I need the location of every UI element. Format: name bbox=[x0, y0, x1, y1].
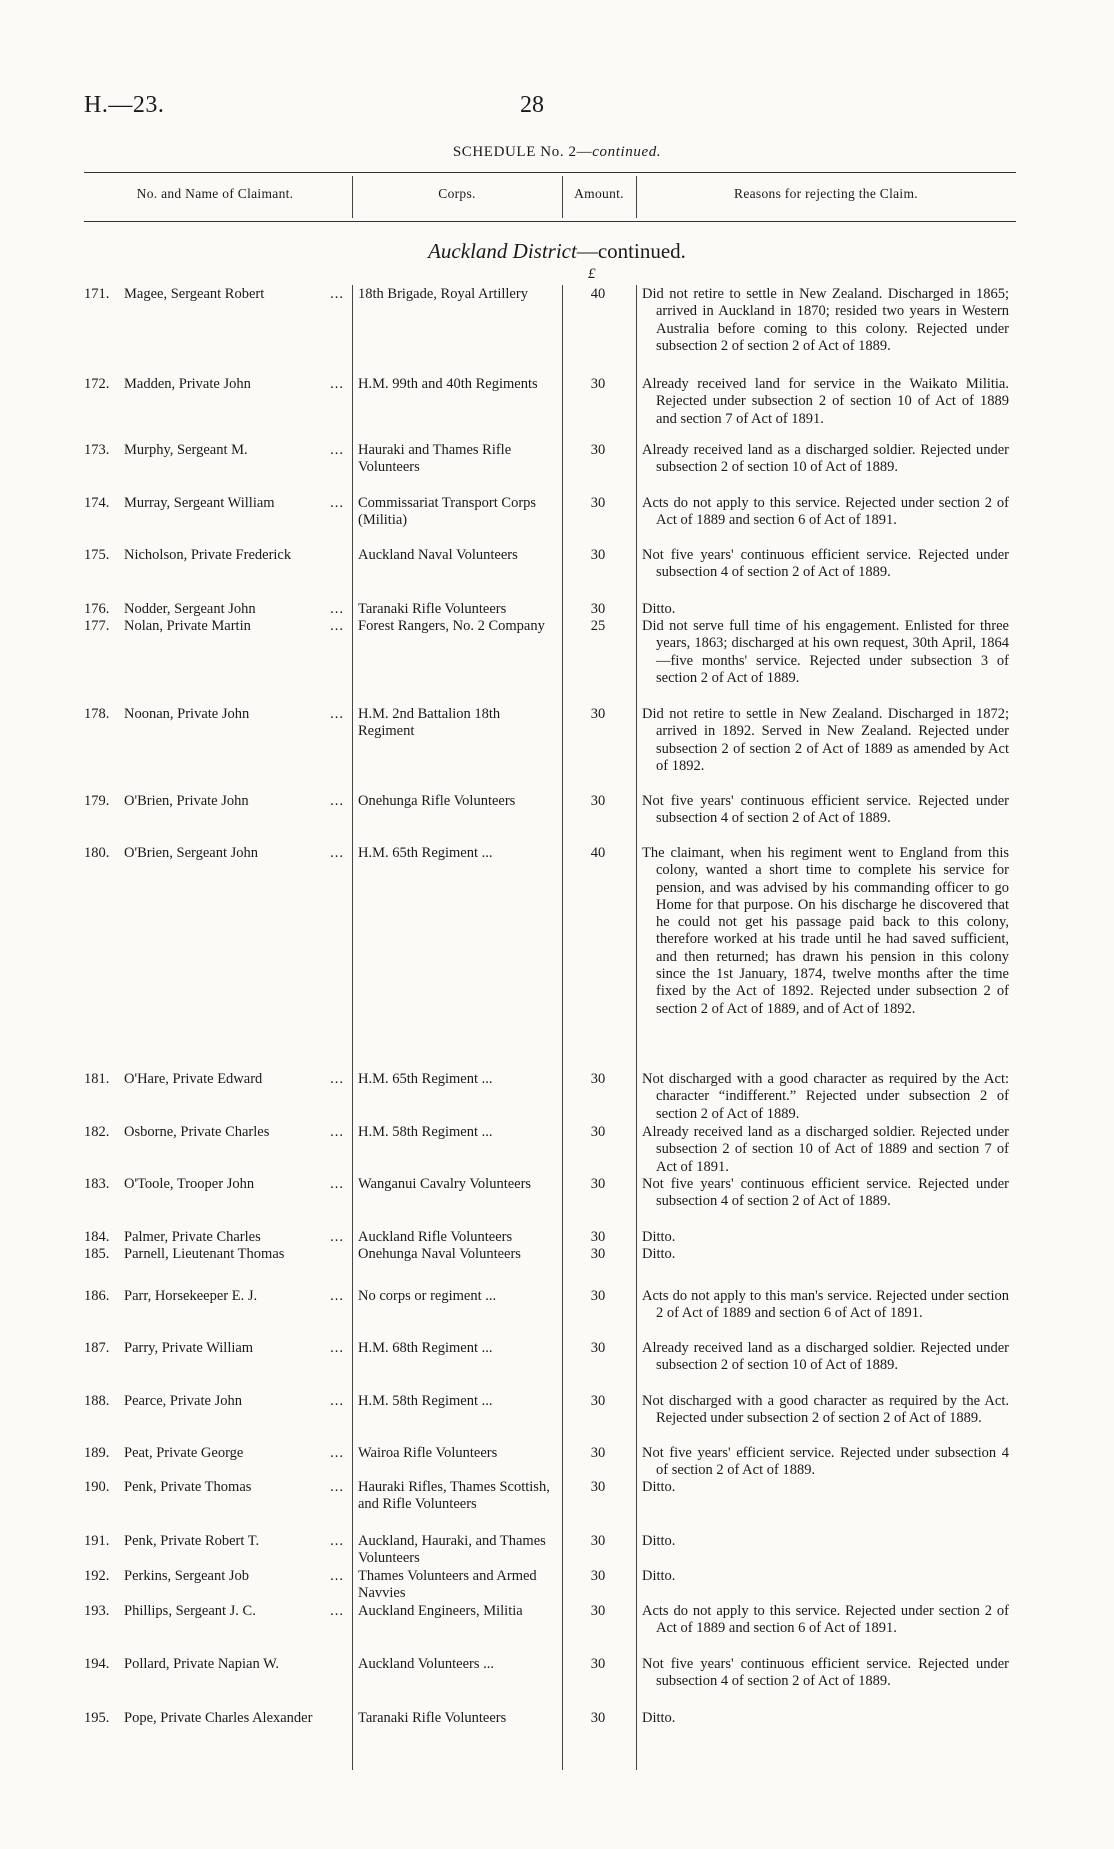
reason-text: Acts do not apply to this service. Rejected under section 2 of Act of 1889 and section 6 of Act of 1891. bbox=[642, 495, 1009, 529]
corps-cell: Wanganui Cavalry Volunteers bbox=[358, 1176, 532, 1192]
corps-cell: Auckland Rifle Volunteers bbox=[358, 1229, 513, 1245]
claimant-cell bbox=[84, 495, 346, 512]
claimant-name: O'Brien, Private John bbox=[124, 793, 249, 809]
reason-text: Ditto. bbox=[642, 1710, 676, 1726]
leader-dots: ... bbox=[330, 793, 344, 809]
reason-text: Did not serve full time of his engagement. Enlisted for three years, 1863; discharged at his own request, 30th April, 1864—five months' service. Rejected under subsection 3 of section 2 of Act of 1889. bbox=[642, 618, 1009, 686]
reason-text: Already received land as a discharged soldier. Rejected under subsection 2 of section 10 of Act of 1889 and section 7 of Act of 1891. bbox=[642, 1124, 1009, 1175]
amount-cell: 30 bbox=[590, 1568, 606, 1584]
reason-cell bbox=[642, 1246, 1009, 1263]
reason-cell bbox=[642, 793, 1009, 828]
reason-cell bbox=[642, 442, 1009, 477]
corps-cell: Onehunga Rifle Volunteers bbox=[358, 793, 516, 809]
leader-dots: ... bbox=[330, 706, 344, 722]
reason-text: Already received land as a discharged soldier. Rejected under subsection 2 of section 10 of Act of 1889. bbox=[642, 442, 1009, 476]
amount-cell: 40 bbox=[590, 845, 606, 861]
claimant-name: Nolan, Private Martin bbox=[124, 618, 251, 634]
leader-dots: ... bbox=[330, 1340, 344, 1356]
reason-cell bbox=[642, 1568, 1009, 1585]
claim-number: 184. bbox=[84, 1229, 110, 1245]
reason-cell bbox=[642, 1393, 1009, 1428]
currency-symbol: £ bbox=[588, 266, 596, 282]
reason-text: Ditto. bbox=[642, 601, 676, 617]
claimant-cell bbox=[84, 1479, 346, 1496]
amount-cell: 30 bbox=[590, 442, 606, 458]
claim-number: 185. bbox=[84, 1246, 110, 1262]
leader-dots: ... bbox=[330, 1229, 344, 1245]
reason-cell bbox=[642, 495, 1009, 530]
amount-cell: 30 bbox=[590, 1479, 606, 1495]
leader-dots: ... bbox=[330, 845, 344, 861]
reason-text: Acts do not apply to this man's service. Rejected under section 2 of Act of 1889 and section 6 of Act of 1891. bbox=[642, 1288, 1009, 1322]
claimant-name: Magee, Sergeant Robert bbox=[124, 286, 265, 302]
leader-dots: ... bbox=[330, 1603, 344, 1619]
reason-cell bbox=[642, 1656, 1009, 1691]
header-divider bbox=[562, 176, 563, 218]
claimant-name: Penk, Private Thomas bbox=[124, 1479, 252, 1495]
corps-cell: Forest Rangers, No. 2 Company bbox=[358, 618, 545, 634]
corps-cell: Taranaki Rifle Volunteers bbox=[358, 1710, 507, 1726]
claim-number: 192. bbox=[84, 1568, 110, 1584]
claim-number: 188. bbox=[84, 1393, 110, 1409]
leader-dots: ... bbox=[330, 1288, 344, 1304]
claimant-cell bbox=[84, 618, 346, 635]
corps-cell: Auckland Volunteers ... bbox=[358, 1656, 494, 1672]
claimant-cell bbox=[84, 1288, 346, 1305]
header-divider bbox=[636, 176, 637, 218]
reason-text: Not five years' continuous efficient service. Rejected under subsection 4 of section 2 of Act of 1889. bbox=[642, 547, 1009, 581]
corps-cell: Onehunga Naval Volunteers bbox=[358, 1246, 521, 1262]
reason-cell bbox=[642, 1479, 1009, 1496]
amount-cell: 30 bbox=[590, 601, 606, 617]
amount-cell: 30 bbox=[590, 376, 606, 392]
claim-number: 191. bbox=[84, 1533, 110, 1549]
claimant-cell bbox=[84, 1229, 346, 1246]
reason-cell bbox=[642, 286, 1009, 355]
reason-cell bbox=[642, 1124, 1009, 1176]
claim-number: 183. bbox=[84, 1176, 110, 1192]
corps-cell: Auckland Engineers, Militia bbox=[358, 1603, 523, 1619]
claimant-cell bbox=[84, 1603, 346, 1620]
claimant-cell bbox=[84, 1393, 346, 1410]
reason-text: Ditto. bbox=[642, 1246, 676, 1262]
claimant-name: Osborne, Private Charles bbox=[124, 1124, 270, 1140]
reason-cell bbox=[642, 1340, 1009, 1375]
reason-text: Not five years' continuous efficient service. Rejected under subsection 4 of section 2 of Act of 1889. bbox=[642, 1176, 1009, 1210]
leader-dots: ... bbox=[330, 376, 344, 392]
claim-number: 179. bbox=[84, 793, 110, 809]
claimant-cell bbox=[84, 1340, 346, 1357]
corps-cell: Commissariat Transport Corps (Militia) bbox=[358, 495, 537, 529]
claim-number: 175. bbox=[84, 547, 110, 563]
leader-dots: ... bbox=[330, 1568, 344, 1584]
corps-cell: H.M. 2nd Battalion 18th Regiment bbox=[358, 706, 501, 740]
claimant-cell bbox=[84, 1071, 346, 1088]
reason-text: Ditto. bbox=[642, 1229, 676, 1245]
column-header-name: No. and Name of Claimant. bbox=[136, 186, 294, 201]
reason-cell bbox=[642, 1445, 1009, 1480]
reason-cell bbox=[642, 376, 1009, 428]
claim-number: 182. bbox=[84, 1124, 110, 1140]
claim-number: 195. bbox=[84, 1710, 110, 1726]
schedule-main: SCHEDULE No. 2— bbox=[452, 144, 593, 160]
amount-cell: 30 bbox=[590, 1176, 606, 1192]
reason-text: Ditto. bbox=[642, 1568, 676, 1584]
amount-cell: 30 bbox=[590, 1445, 606, 1461]
leader-dots: ... bbox=[330, 442, 344, 458]
claimant-name: Perkins, Sergeant Job bbox=[124, 1568, 249, 1584]
leader-dots: ... bbox=[330, 1393, 344, 1409]
claimant-name: Peat, Private George bbox=[124, 1445, 244, 1461]
header-divider bbox=[352, 176, 353, 218]
corps-cell: H.M. 58th Regiment ... bbox=[358, 1124, 493, 1140]
claim-number: 187. bbox=[84, 1340, 110, 1356]
claimant-name: Parr, Horsekeeper E. J. bbox=[124, 1288, 258, 1304]
column-divider bbox=[562, 285, 563, 1770]
leader-dots: ... bbox=[330, 1176, 344, 1192]
claimant-name: Murray, Sergeant William bbox=[124, 495, 275, 511]
claim-number: 171. bbox=[84, 286, 110, 302]
reason-text: Not discharged with a good character as required by the Act: character “indifferent.” Rejected under subsection 2 of section 2 of Act of 1889. bbox=[642, 1071, 1009, 1122]
leader-dots: ... bbox=[330, 1071, 344, 1087]
reason-text: Already received land as a discharged soldier. Rejected under subsection 2 of section 10 of Act of 1889. bbox=[642, 1340, 1009, 1374]
corps-cell: H.M. 65th Regiment ... bbox=[358, 1071, 493, 1087]
amount-cell: 30 bbox=[590, 1656, 606, 1672]
amount-cell: 30 bbox=[590, 1229, 606, 1245]
district-heading bbox=[0, 239, 1114, 264]
corps-cell: Thames Volunteers and Armed Navvies bbox=[358, 1568, 537, 1602]
corps-cell: 18th Brigade, Royal Artillery bbox=[358, 286, 528, 302]
claim-number: 176. bbox=[84, 601, 110, 617]
leader-dots: ... bbox=[330, 601, 344, 617]
document-code: H.—23. bbox=[84, 92, 165, 118]
claimant-cell bbox=[84, 547, 346, 564]
reason-text: Acts do not apply to this service. Rejected under section 2 of Act of 1889 and section 6 of Act of 1891. bbox=[642, 1603, 1009, 1637]
claim-number: 181. bbox=[84, 1071, 110, 1087]
table-top-rule bbox=[84, 172, 1016, 173]
claimant-name: Pearce, Private John bbox=[124, 1393, 242, 1409]
claimant-name: Penk, Private Robert T. bbox=[124, 1533, 260, 1549]
reason-text: Not five years' continuous efficient service. Rejected under subsection 4 of section 2 of Act of 1889. bbox=[642, 793, 1009, 827]
claimant-cell bbox=[84, 793, 346, 810]
claimant-cell bbox=[84, 442, 346, 459]
corps-cell: H.M. 58th Regiment ... bbox=[358, 1393, 493, 1409]
corps-cell: No corps or regiment ... bbox=[358, 1288, 497, 1304]
claim-number: 172. bbox=[84, 376, 110, 392]
corps-cell: H.M. 99th and 40th Regiments bbox=[358, 376, 538, 392]
district-suffix: —continued. bbox=[576, 239, 686, 263]
claimant-cell bbox=[84, 1568, 346, 1585]
amount-cell: 25 bbox=[590, 618, 606, 634]
claimant-name: Pope, Private Charles Alexander bbox=[124, 1710, 313, 1726]
column-header-reason: Reasons for rejecting the Claim. bbox=[734, 186, 918, 201]
column-divider bbox=[636, 285, 637, 1770]
reason-cell bbox=[642, 1071, 1009, 1123]
corps-cell: Hauraki and Thames Rifle Volunteers bbox=[358, 442, 512, 476]
table-header-rule bbox=[84, 221, 1016, 222]
reason-text: Ditto. bbox=[642, 1479, 676, 1495]
claimant-name: Madden, Private John bbox=[124, 376, 251, 392]
reason-cell bbox=[642, 601, 1009, 618]
claimant-cell bbox=[84, 1710, 346, 1727]
amount-cell: 30 bbox=[590, 1710, 606, 1726]
reason-text: Not five years' efficient service. Rejected under subsection 4 of section 2 of Act of 1889. bbox=[642, 1445, 1009, 1479]
schedule-suffix: continued. bbox=[592, 144, 662, 160]
reason-cell bbox=[642, 1229, 1009, 1246]
reason-cell bbox=[642, 1533, 1009, 1550]
claim-number: 186. bbox=[84, 1288, 110, 1304]
claimant-name: Nodder, Sergeant John bbox=[124, 601, 256, 617]
amount-cell: 40 bbox=[590, 286, 606, 302]
corps-cell: H.M. 65th Regiment ... bbox=[358, 845, 493, 861]
reason-text: Not five years' continuous efficient service. Rejected under subsection 4 of section 2 of Act of 1889. bbox=[642, 1656, 1009, 1690]
schedule-title bbox=[0, 144, 1114, 161]
claim-number: 194. bbox=[84, 1656, 110, 1672]
claimant-name: Phillips, Sergeant J. C. bbox=[124, 1603, 256, 1619]
claimant-cell bbox=[84, 286, 346, 303]
reason-cell bbox=[642, 706, 1009, 775]
leader-dots: ... bbox=[330, 618, 344, 634]
claimant-name: Parnell, Lieutenant Thomas bbox=[124, 1246, 285, 1262]
reason-text: Ditto. bbox=[642, 1533, 676, 1549]
reason-cell bbox=[642, 618, 1009, 687]
claimant-name: O'Toole, Trooper John bbox=[124, 1176, 255, 1192]
amount-cell: 30 bbox=[590, 495, 606, 511]
claimant-name: Noonan, Private John bbox=[124, 706, 250, 722]
amount-cell: 30 bbox=[590, 1603, 606, 1619]
reason-cell bbox=[642, 1603, 1009, 1638]
amount-cell: 30 bbox=[590, 1340, 606, 1356]
reason-text: Already received land for service in the Waikato Militia. Rejected under subsection 2 of section 10 of Act of 1889 and section 7 of Act of 1891. bbox=[642, 376, 1009, 427]
column-header-amount: Amount. bbox=[574, 186, 624, 201]
column-divider bbox=[352, 285, 353, 1770]
reason-cell bbox=[642, 1710, 1009, 1727]
claimant-cell bbox=[84, 706, 346, 723]
corps-cell: Hauraki Rifles, Thames Scottish, and Rifle Volunteers bbox=[358, 1479, 550, 1513]
reason-text: Did not retire to settle in New Zealand. Discharged in 1865; arrived in Auckland in 1870; resided two years in Western Australia before coming to this colony. Rejected under subsection 2 of section 2 of Act of 1889. bbox=[642, 286, 1009, 354]
leader-dots: ... bbox=[330, 1533, 344, 1549]
claim-number: 173. bbox=[84, 442, 110, 458]
claim-number: 178. bbox=[84, 706, 110, 722]
column-header-corps: Corps. bbox=[438, 186, 476, 201]
claimant-cell bbox=[84, 845, 346, 862]
page-number: 28 bbox=[520, 92, 544, 118]
amount-cell: 30 bbox=[590, 1124, 606, 1140]
claimant-cell bbox=[84, 1176, 346, 1193]
claimant-cell bbox=[84, 376, 346, 393]
claim-number: 180. bbox=[84, 845, 110, 861]
claim-number: 193. bbox=[84, 1603, 110, 1619]
corps-cell: Taranaki Rifle Volunteers bbox=[358, 601, 507, 617]
leader-dots: ... bbox=[330, 1479, 344, 1495]
claim-number: 174. bbox=[84, 495, 110, 511]
reason-text: The claimant, when his regiment went to England from this colony, wanted a short time to complete his service for pension, and was advised by his commanding officer to go Home for that purpose. On his discharge he discovered that he could not get his passage paid back to this colony, therefore worked at his trade until he had saved sufficient, and then returned; has drawn his pension in this colony since the 1st January, 1874, twelve months after the time fixed by the Act of 1892. Rejected under subsection 2 of section 2 of Act of 1889, and of Act of 1892. bbox=[642, 845, 1009, 1017]
claimant-cell bbox=[84, 1445, 346, 1462]
corps-cell: H.M. 68th Regiment ... bbox=[358, 1340, 493, 1356]
reason-cell bbox=[642, 547, 1009, 582]
reason-cell bbox=[642, 1288, 1009, 1323]
claimant-name: O'Brien, Sergeant John bbox=[124, 845, 259, 861]
amount-cell: 30 bbox=[590, 547, 606, 563]
amount-cell: 30 bbox=[590, 1246, 606, 1262]
claimant-name: Parry, Private William bbox=[124, 1340, 254, 1356]
claim-number: 190. bbox=[84, 1479, 110, 1495]
district-name: Auckland District bbox=[428, 239, 577, 263]
reason-cell bbox=[642, 1176, 1009, 1211]
claimant-name: O'Hare, Private Edward bbox=[124, 1071, 263, 1087]
corps-cell: Auckland Naval Volunteers bbox=[358, 547, 518, 563]
claimant-name: Palmer, Private Charles bbox=[124, 1229, 261, 1245]
claimant-cell bbox=[84, 1124, 346, 1141]
amount-cell: 30 bbox=[590, 706, 606, 722]
reason-text: Not discharged with a good character as required by the Act. Rejected under subsection 2 of section 2 of Act of 1889. bbox=[642, 1393, 1009, 1427]
claim-number: 189. bbox=[84, 1445, 110, 1461]
leader-dots: ... bbox=[330, 1445, 344, 1461]
claimant-name: Pollard, Private Napian W. bbox=[124, 1656, 280, 1672]
claimant-name: Nicholson, Private Frederick bbox=[124, 547, 292, 563]
reason-cell bbox=[642, 845, 1009, 1018]
amount-cell: 30 bbox=[590, 1393, 606, 1409]
corps-cell: Wairoa Rifle Volunteers bbox=[358, 1445, 498, 1461]
amount-cell: 30 bbox=[590, 1071, 606, 1087]
amount-cell: 30 bbox=[590, 1288, 606, 1304]
claimant-cell bbox=[84, 1533, 346, 1550]
claimant-cell bbox=[84, 1246, 346, 1263]
leader-dots: ... bbox=[330, 495, 344, 511]
amount-cell: 30 bbox=[590, 1533, 606, 1549]
reason-text: Did not retire to settle in New Zealand. Discharged in 1872; arrived in 1892. Served in New Zealand. Rejected under subsection 2 of section 2 of Act of 1889 as amended by Act of 1892. bbox=[642, 706, 1009, 774]
claimant-cell bbox=[84, 601, 346, 618]
leader-dots: ... bbox=[330, 1124, 344, 1140]
claimant-name: Murphy, Sergeant M. bbox=[124, 442, 248, 458]
leader-dots: ... bbox=[330, 286, 344, 302]
corps-cell: Auckland, Hauraki, and Thames Volunteers bbox=[358, 1533, 546, 1567]
claim-number: 177. bbox=[84, 618, 110, 634]
claimant-cell bbox=[84, 1656, 346, 1673]
amount-cell: 30 bbox=[590, 793, 606, 809]
